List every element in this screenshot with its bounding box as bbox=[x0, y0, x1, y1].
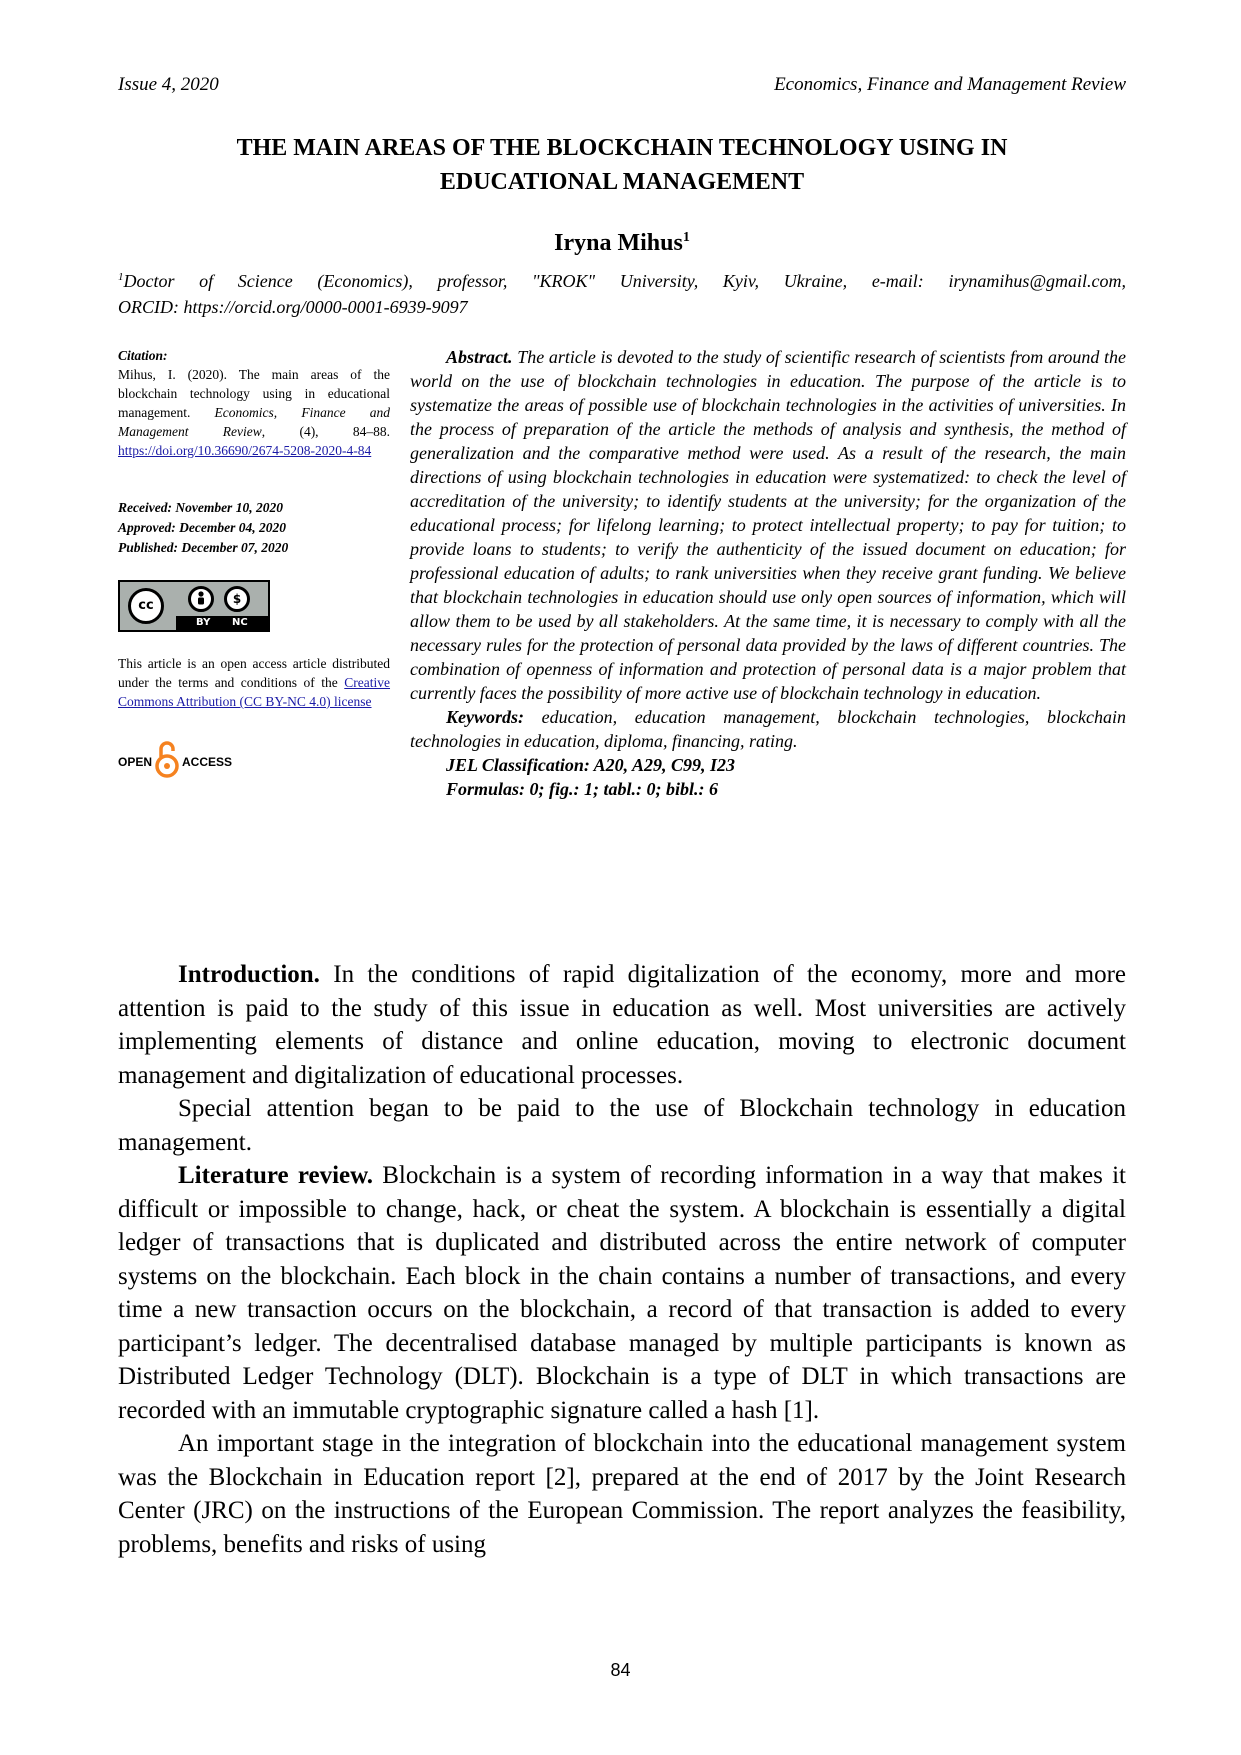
citation-body: Mihus, I. (2020). The main areas of the blockchain technology using in educational management. bbox=[118, 367, 390, 420]
abstract-section bbox=[410, 345, 1126, 801]
affiliation-text: Doctor of Science (Economics), professor, "KROK" University, Kyiv, Ukraine, e-mail: irynamihus@gmail.com, bbox=[123, 271, 1126, 291]
author-name bbox=[118, 230, 1126, 257]
journal-name: Economics, Finance and Management Review bbox=[774, 74, 1126, 95]
open-access-access-text: ACCESS bbox=[182, 755, 233, 769]
literature-review-text: Blockchain is a system of recording information in a way that makes it difficult or impossible to change, hack, or cheat the system. A blockchain is essentially a digital ledger of transactions that is duplicated and distributed across the entire network of computer systems on the blockchain. Each block in the chain contains a number of transactions, and every time a new transaction occurs on the blockchain, a record of that transaction is added to every participant’s ledger. The decentralised database managed by multiple participants is known as Distributed Ledger Technology (DLT). Blockchain is a type of DLT in which transactions are recorded with an immutable cryptographic signature called a hash [1]. bbox=[118, 1162, 1126, 1424]
literature-review-label: Literature review. bbox=[178, 1162, 374, 1189]
citation-volume: , (4), 84–88. bbox=[261, 424, 390, 439]
integration-paragraph: An important stage in the integration of blockchain into the educational management system was the Blockchain in Education report [2], prepared at the end of 2017 by the Joint Research Center (JRC) on the instructions of the European Commission. The report analyzes the feasibility, problems, benefits and risks of using bbox=[118, 1430, 1126, 1558]
license-statement bbox=[118, 654, 390, 711]
cc-badge-strip bbox=[176, 616, 268, 630]
doi-link[interactable]: https://doi.org/10.36690/2674-5208-2020-4-84 bbox=[118, 443, 372, 458]
title-line-2: EDUCATIONAL MANAGEMENT bbox=[439, 169, 805, 195]
introduction-paragraph bbox=[118, 958, 1126, 1092]
open-lock-icon bbox=[154, 739, 180, 779]
keywords-text: education, education management, blockchain technologies, blockchain technologies in education, diploma, financing, rating. bbox=[410, 707, 1126, 751]
license-link[interactable]: Creative Commons Attribution (CC BY-NC 4.0) license bbox=[118, 675, 391, 709]
keywords-label: Keywords: bbox=[446, 707, 524, 727]
cc-icon: cc bbox=[128, 588, 164, 624]
jel-classification: JEL Classification: A20, A29, C99, I23 bbox=[446, 755, 736, 775]
literature-review-paragraph bbox=[118, 1159, 1126, 1427]
open-access-open-text: OPEN bbox=[118, 755, 153, 769]
cc-license-badge[interactable] bbox=[118, 580, 270, 632]
author-affiliation bbox=[118, 264, 1126, 320]
main-body bbox=[118, 958, 1126, 1561]
special-attention-paragraph: Special attention began to be paid to the use of Blockchain technology in education management. bbox=[118, 1095, 1126, 1156]
orcid-line: ORCID: https://orcid.org/0000-0001-6939-9097 bbox=[118, 297, 468, 317]
issue-label: Issue 4, 2020 bbox=[118, 74, 219, 95]
approved-date: Approved: December 04, 2020 bbox=[118, 520, 286, 535]
formulas-count: Formulas: 0; fig.: 1; tabl.: 0; bibl.: 6 bbox=[446, 779, 718, 799]
author-name-text: Iryna Mihus bbox=[554, 230, 683, 256]
article-title bbox=[118, 131, 1126, 199]
abstract-text: The article is devoted to the study of scientific research of scientists from around the world on the use of blockchain technologies in education. The purpose of the article is to systematize the areas of possible use of blockchain technologies in the activities of universities. In the process of preparation of the article the methods of analysis and synthesis, the method of generalization and the comparative method were used. As a result of the research, the main directions of using blockchain technologies in education were systematized: to check the level of accreditation of the university; to identify students at the university; for the organization of the educational process; for lifelong learning; to protect intellectual property; to pay for tuition; to provide loans to students; to verify the authenticity of the issued document on education; for professional education of adults; to rank universities when they receive grant funding. We believe that blockchain technologies in education should use only open sources of information, which will allow them to be used by all stakeholders. At the same time, it is necessary to comply with all the necessary rules for the protection of personal data provided by the laws of different countries. The combination of openness of information and protection of personal data is a major problem that currently faces the possibility of more active use of blockchain technology in education. bbox=[410, 347, 1127, 703]
author-superscript: 1 bbox=[682, 230, 690, 245]
cc-nc-label: NC bbox=[232, 617, 248, 628]
published-date: Published: December 07, 2020 bbox=[118, 540, 289, 555]
citation-text bbox=[118, 365, 390, 460]
publication-dates bbox=[118, 498, 390, 558]
cc-by-label: BY bbox=[196, 617, 211, 628]
introduction-text: In the conditions of rapid digitalization of the economy, more and more attention is paid to the study of this issue in education as well. Most universities are actively implementing elements of distance and online education, moving to electronic document management and digitalization of educational processes. bbox=[118, 961, 1127, 1089]
affiliation-line-1 bbox=[118, 264, 1126, 294]
abstract-label: Abstract. bbox=[446, 347, 513, 367]
abstract-paragraph bbox=[410, 345, 1126, 705]
introduction-label: Introduction. bbox=[178, 961, 320, 988]
title-line-1: THE MAIN AREAS OF THE BLOCKCHAIN TECHNOLOGY USING IN bbox=[236, 135, 1008, 161]
sidebar-column bbox=[118, 346, 390, 779]
person-icon bbox=[188, 586, 214, 612]
open-access-logo bbox=[118, 739, 258, 779]
dollar-strike-icon: $ bbox=[224, 586, 250, 612]
citation-heading: Citation: bbox=[118, 348, 168, 363]
license-text: This article is an open access article distributed under the terms and conditions of the bbox=[118, 656, 390, 690]
affiliation-superscript: 1 bbox=[118, 271, 124, 283]
page-number: 84 bbox=[610, 1660, 631, 1680]
received-date: Received: November 10, 2020 bbox=[118, 500, 283, 515]
citation-journal: Economics, Finance and Management Review bbox=[118, 405, 391, 439]
keywords-paragraph bbox=[410, 705, 1126, 753]
